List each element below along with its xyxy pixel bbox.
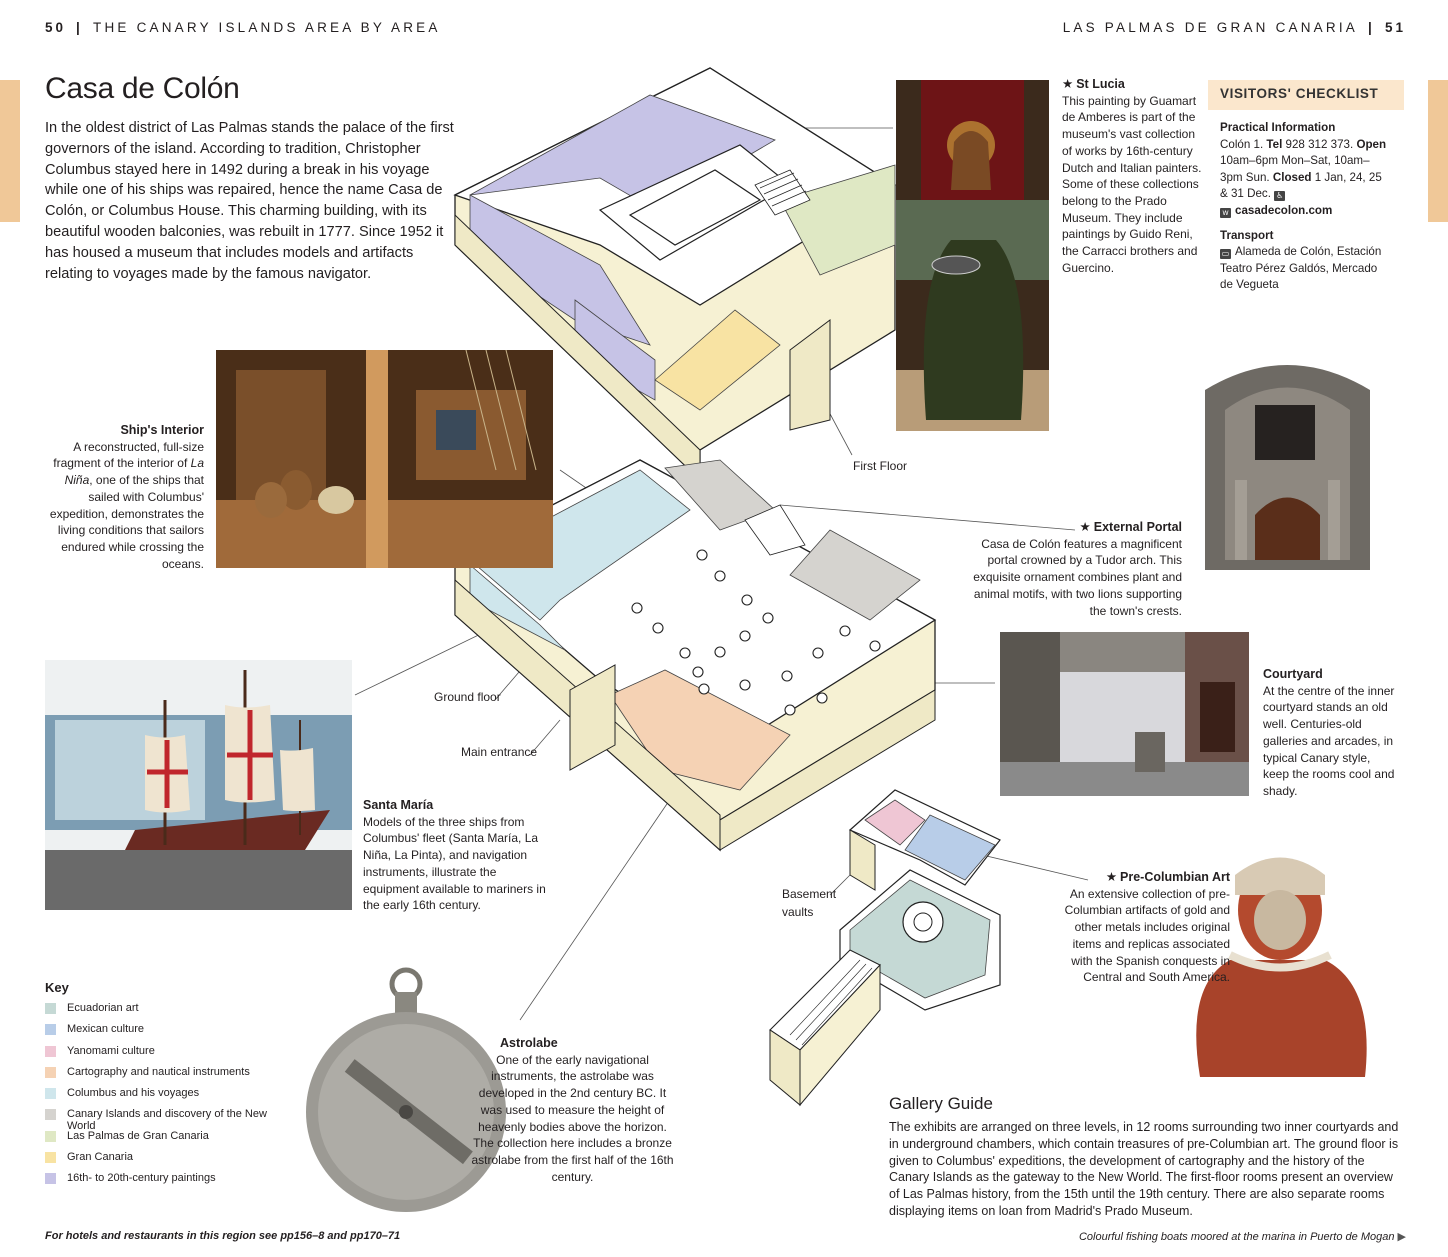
- pre-columbian-caption: [1060, 869, 1230, 986]
- gallery-guide-heading: Gallery Guide: [889, 1094, 993, 1113]
- key-swatch: [45, 1067, 56, 1078]
- courtyard-photo: [1000, 632, 1249, 796]
- key-swatch: [45, 1046, 56, 1057]
- next-page-arrow-icon: ▶: [1397, 1231, 1406, 1243]
- external-portal-photo: [1195, 350, 1380, 570]
- external-portal-text: Casa de Colón features a magnificent portal crowned by a Tudor arch. This exquisite ornament combines plant and animal motifs, with two lions supporting the town's crests.: [973, 536, 1182, 618]
- ships-interior-text-after: , one of the ships that sailed with Columbus' expedition, demonstrates the living conditions that sailors endured while crossing the oceans.: [49, 473, 204, 571]
- key-label: Yanomami culture: [67, 1044, 155, 1057]
- courtyard-title: Courtyard: [1263, 667, 1323, 681]
- external-portal-caption: [968, 519, 1182, 619]
- astrolabe-title: Astrolabe: [500, 1036, 558, 1050]
- disabled-access-icon: ♿: [1276, 191, 1284, 201]
- tel-label: Tel: [1266, 137, 1283, 151]
- ships-interior-title: Ship's Interior: [120, 423, 204, 437]
- closed-label: Closed: [1272, 170, 1312, 184]
- star-icon: ★: [1105, 870, 1118, 884]
- transport-heading: Transport: [1220, 228, 1274, 242]
- right-page-number: 51: [1384, 20, 1406, 35]
- basement-vaults-label: vaults: [782, 905, 814, 919]
- website-icon: w: [1220, 208, 1231, 218]
- star-icon: ★: [1079, 520, 1091, 534]
- closed-days: 1 Jan, 24, 25 & 31 Dec.: [1220, 170, 1382, 201]
- transport-info: Alameda de Colón, Estación Teatro Pérez Galdós, Mercado de Vegueta: [1220, 245, 1382, 292]
- pre-columbian-text: An extensive collection of pre-Columbian artifacts of gold and other metals includes original items and replicas associated with the Spanish conquests in Central and South America.: [1064, 886, 1230, 985]
- first-floor-label: First Floor: [853, 459, 907, 473]
- key-label: Gran Canaria: [67, 1151, 134, 1164]
- key-label: 16th- to 20th-century paintings: [67, 1172, 216, 1185]
- footer-left: For hotels and restaurants in this region see pp156–8 and pp170–71: [45, 1230, 401, 1242]
- st-lucia-painting: [896, 80, 1049, 431]
- key-heading: Key: [45, 980, 69, 995]
- address: Colón 1.: [1220, 137, 1267, 151]
- left-page-number: 50: [45, 20, 67, 35]
- visitors-checklist: [1208, 80, 1404, 312]
- key-item: [45, 1109, 275, 1130]
- santa-maria-text: Models of the three ships from Columbus' fleet (Santa María, La Niña, La Pinta), and navigation instruments, illustrate the equipment available to mariners in the early 16th century.: [363, 814, 546, 913]
- key-item: [45, 1024, 275, 1045]
- key-item: [45, 1173, 275, 1194]
- key-item: [45, 1067, 275, 1088]
- ships-interior-caption: [48, 422, 204, 572]
- open-label: Open: [1356, 137, 1387, 151]
- key-swatch: [45, 1088, 56, 1099]
- bus-icon: ▭: [1221, 249, 1230, 259]
- st-lucia-title: St Lucia: [1076, 77, 1125, 91]
- santa-maria-caption: [363, 797, 555, 914]
- key-item: [45, 1003, 275, 1024]
- key-label: Mexican culture: [67, 1023, 145, 1036]
- key-swatch: [45, 1024, 56, 1035]
- courtyard-caption: [1263, 666, 1396, 800]
- basement-label: Basement: [782, 887, 837, 901]
- external-portal-title: External Portal: [1093, 520, 1182, 534]
- key-item: [45, 1131, 275, 1152]
- key-label: Las Palmas de Gran Canaria: [67, 1129, 209, 1142]
- ships-interior-text-before: A reconstructed, full-size fragment of the interior of: [53, 439, 204, 471]
- key-swatch: [45, 1173, 56, 1184]
- basement-plan: [770, 790, 1000, 1105]
- tel: 928 312 373.: [1282, 137, 1354, 151]
- star-icon: ★: [1062, 77, 1074, 91]
- ships-interior-italic: La Niña: [64, 456, 204, 488]
- practical-info: [1220, 137, 1392, 203]
- header-separator: |: [76, 20, 84, 35]
- gallery-guide-text: The exhibits are arranged on three levels, in 12 rooms surrounding two inner courtyards and in underground chambers, which contain treasures of pre-Columbian art. The ground floor is given to Columbus' expeditions, the development of cartography and the history of the Canary Islands as the gateway to the New World. The first-floor rooms present an overview of Las Palmas history, from the 15th until the 19th century. There are also separate rooms displaying items on loan from Madrid's Prado Museum.: [889, 1120, 1399, 1218]
- gallery-guide: [889, 1094, 1405, 1220]
- intro-text: In the oldest district of Las Palmas stands the palace of the first governors of the island. According to tradition, Christopher Columbus stayed here in 1492 during a break in his voyage while one of his ships was repaired, hence the name Casa de Colón, or Columbus House. This charming building, with its beautiful wooden balconies, was rebuilt in 1777. Since 1952 it has housed a museum that includes models and artifacts relating to voyages made by the famous navigator.: [45, 120, 454, 282]
- ships-interior-photo: [216, 350, 553, 568]
- color-key: [45, 980, 275, 1195]
- key-swatch: [45, 1131, 56, 1142]
- opening-hours: 10am–6pm Mon–Sat, 10am–3pm Sun.: [1220, 154, 1370, 184]
- st-lucia-text: This painting by Guamart de Amberes is part of the museum's vast collection of works by 16th-century Dutch and Italian painters. Some of these collections belong to the Prado Museum. They include paintings by Guido Reni, the Carracci brothers and Guercino.: [1062, 93, 1202, 275]
- key-swatch: [45, 1152, 56, 1163]
- key-item: [45, 1152, 275, 1173]
- key-label: Cartography and nautical instruments: [67, 1065, 250, 1078]
- santa-maria-photo: [45, 660, 352, 910]
- astrolabe-caption: [470, 1035, 675, 1185]
- page-title: Casa de Colón: [45, 72, 240, 105]
- key-item: [45, 1088, 275, 1109]
- left-running-title: THE CANARY ISLANDS AREA BY AREA: [93, 20, 441, 35]
- key-label: Ecuadorian art: [67, 1002, 139, 1014]
- checklist-heading: VISITORS' CHECKLIST: [1208, 80, 1404, 110]
- st-lucia-caption: [1062, 76, 1202, 276]
- footer-right-text: Colourful fishing boats moored at the marina in Puerto de Mogan: [1078, 1231, 1395, 1243]
- key-label: Columbus and his voyages: [67, 1087, 200, 1100]
- ground-floor-label: Ground floor: [434, 690, 501, 704]
- courtyard-text: At the centre of the inner courtyard stands an old well. Centuries-old galleries and arcades, in typical Canary style, keep the rooms cool and shady.: [1263, 683, 1395, 798]
- footer-right: [1079, 1230, 1406, 1243]
- pre-columbian-title: Pre-Columbian Art: [1120, 870, 1230, 884]
- astrolabe-text: One of the early navigational instruments, the astrolabe was developed in the 2nd century BC. It was used to measure the height of heavenly bodies above the horizon. The collection here includes a bronze astrolabe from the first half of the 16th century.: [471, 1052, 674, 1184]
- website-link[interactable]: casadecolon.com: [1235, 203, 1333, 217]
- right-running-title: LAS PALMAS DE GRAN CANARIA: [1062, 20, 1358, 35]
- header-separator: |: [1367, 20, 1375, 35]
- main-entrance-label: Main entrance: [461, 745, 538, 759]
- key-item: [45, 1046, 275, 1067]
- key-swatch: [45, 1109, 56, 1120]
- key-label: Canary Islands and discovery of the New World: [67, 1108, 267, 1132]
- practical-info-heading: Practical Information: [1220, 121, 1336, 134]
- key-swatch: [45, 1003, 56, 1014]
- santa-maria-title: Santa María: [363, 798, 434, 812]
